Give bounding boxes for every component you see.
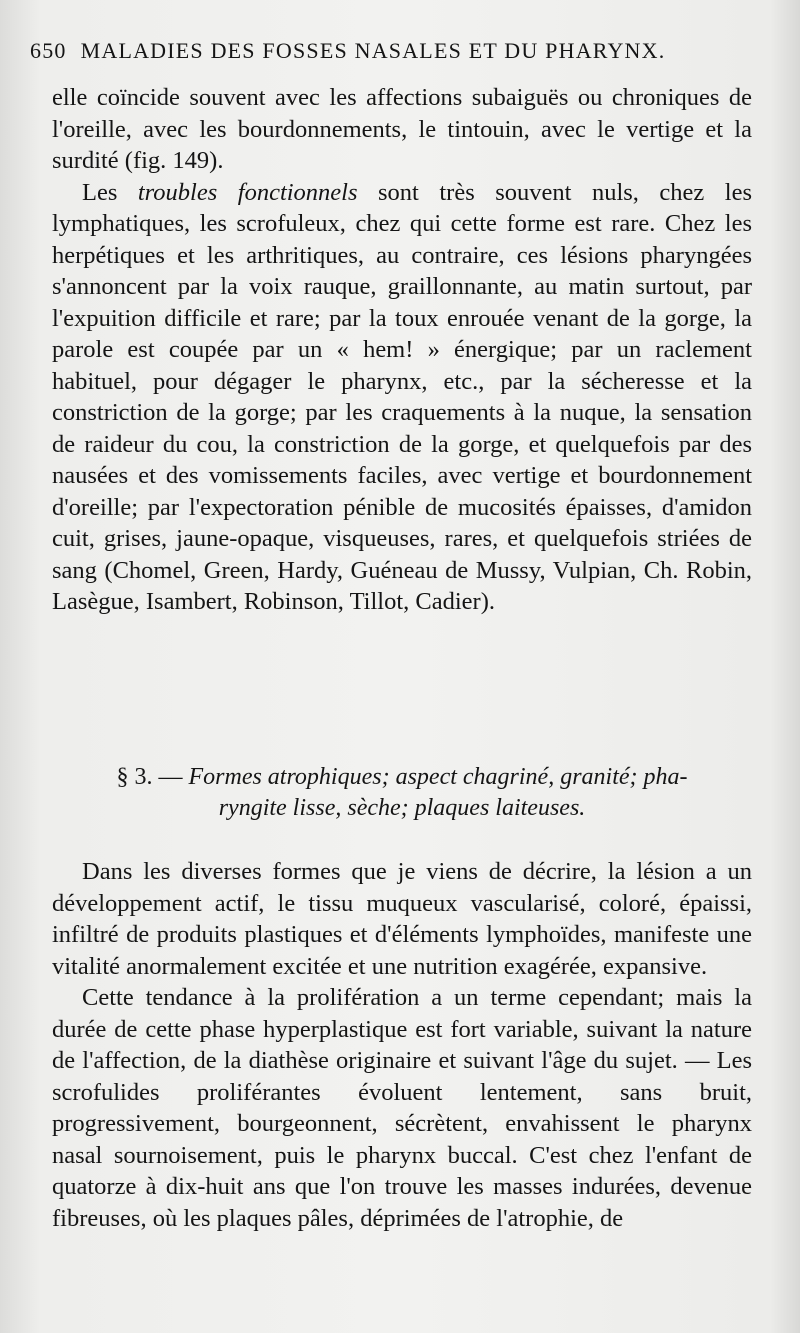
paragraph-text: elle coïncide souvent avec les affections subaiguës ou chroniques de l'oreille, avec les bourdonnements, le tintouin, avec le vertige et la surdité (fig. 149). bbox=[52, 84, 752, 174]
section-title-part-2: ryngite lisse, sèche; plaques laiteuses. bbox=[218, 795, 586, 821]
paragraph bbox=[52, 856, 752, 982]
paragraph-text: Les bbox=[82, 178, 138, 206]
page-number: 650 bbox=[30, 38, 67, 63]
body-text-top bbox=[52, 82, 752, 618]
running-title: MALADIES DES FOSSES NASALES ET DU PHARYNX. bbox=[80, 38, 666, 63]
paragraph bbox=[52, 177, 752, 618]
paragraph bbox=[52, 982, 752, 1234]
section-heading-line-1 bbox=[52, 762, 752, 793]
paragraph-text: Cette tendance à la prolifération a un terme cependant; mais la durée de cette phase hyperplastique est fort variable, suivant la nature de l'affection, de la diathèse originaire et suivant l'âge du sujet. — Les scrofulides proliférantes évoluent lentement, sans bruit, progressivement, bourgeonnent, sécrètent, envahissent le pharynx nasal sournoisement, puis le pharynx buccal. C'est chez l'enfant de quatorze à dix-huit ans que l'on trouve les masses indurées, devenue fibreuses, où les plaques pâles, déprimées de l'atrophie, de bbox=[52, 984, 752, 1232]
running-header bbox=[30, 38, 665, 64]
body-text-bottom bbox=[52, 856, 752, 1234]
italic-term: troubles fonctionnels bbox=[137, 178, 358, 206]
paragraph bbox=[52, 82, 752, 177]
section-heading bbox=[52, 762, 752, 824]
section-number: § 3. — bbox=[116, 764, 183, 790]
paragraph-text: Dans les diverses formes que je viens de décrire, la lésion a un développement actif, le tissu muqueux vascularisé, coloré, épaissi, infiltré de produits plastiques et d'éléments lymphoïdes, manifeste une vitalité anormalement excitée et une nutrition exagérée, expansive. bbox=[52, 858, 752, 980]
paragraph-text: sont très souvent nuls, chez les lymphatiques, les scrofuleux, chez qui cette forme est rare. Chez les herpétiques et les arthritiques, au contraire, ces lésions pharyngées s'annoncent par la voix rauque, graillonnante, au matin surtout, par l'expuition difficile et rare; par la toux enrouée venant de la gorge, la parole est coupée par un « hem! » énergique; par un raclement habituel, pour dégager le pharynx, etc., par la sécheresse et la constriction de la gorge; par les craquements à la nuque, la sensation de raideur du cou, la constriction de la gorge, et quelquefois par des nausées et des vomissements faciles, avec vertige et bourdonnement d'oreille; par l'expectoration pénible de mucosités épaisses, d'amidon cuit, grises, jaune-opaque, visqueuses, rares, et quelquefois striées de sang (Chomel, Green, Hardy, Guéneau de Mussy, Vulpian, Ch. Robin, Lasègue, Isambert, Robinson, Tillot, Cadier). bbox=[52, 178, 752, 615]
section-title-part-1: Formes atrophiques; aspect chagriné, granité; pha- bbox=[188, 764, 688, 790]
